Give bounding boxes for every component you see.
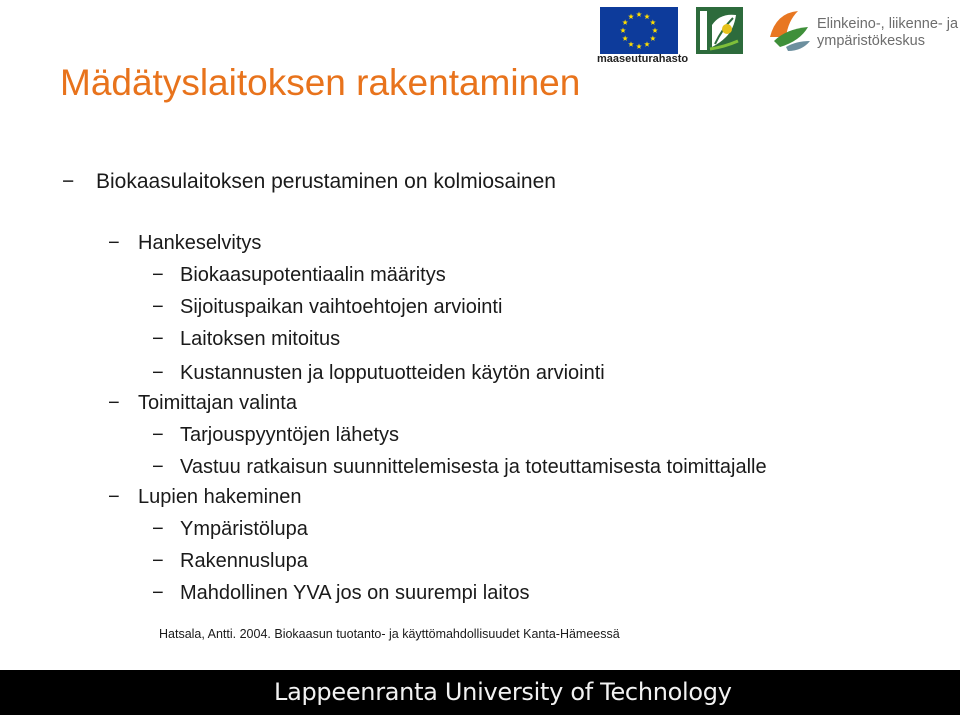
eu-flag-icon xyxy=(600,7,678,54)
eu-star-icon xyxy=(628,41,634,46)
leader-logo xyxy=(696,7,743,54)
eu-star-icon xyxy=(628,14,634,19)
eu-star-icon xyxy=(622,36,628,41)
bullet-text: Ympäristölupa xyxy=(180,518,308,540)
bullet-text: Sijoituspaikan vaihtoehtojen arviointi xyxy=(180,296,503,318)
leader-emblem-icon xyxy=(696,7,743,54)
eu-rural-fund-logo xyxy=(597,7,689,65)
citation: Hatsala, Antti. 2004. Biokaasun tuotanto- ja käyttömahdollisuudet Kanta-Hämeessä xyxy=(159,627,620,641)
bullet-dash-icon: − xyxy=(152,456,164,478)
footer-university-name: Lappeenranta University of Technology xyxy=(274,678,732,706)
bullet-text: Tarjouspyyntöjen lähetys xyxy=(180,424,400,446)
bullet-text: Kustannusten ja lopputuotteiden käytön arviointi xyxy=(180,362,605,384)
bullet-dash-icon: − xyxy=(108,232,120,254)
bullet-dash-icon: − xyxy=(152,518,164,540)
bullet-dash-icon: − xyxy=(152,550,164,572)
bullet-dash-icon: − xyxy=(152,264,164,286)
bullet-text: Vastuu ratkaisun suunnittelemisesta ja toteuttamisesta toimittajalle xyxy=(180,456,767,478)
ely-centre-logo xyxy=(760,5,960,57)
bullet-text: Rakennuslupa xyxy=(180,550,308,572)
bullet-text: Biokaasupotentiaalin määritys xyxy=(180,264,446,286)
footer-bar xyxy=(0,670,960,715)
bullet-dash-icon: − xyxy=(152,362,164,384)
eu-stars-icon xyxy=(600,7,678,54)
bullet-dash-icon: − xyxy=(108,486,120,508)
eu-star-icon xyxy=(644,14,650,19)
bullet-dash-icon: − xyxy=(62,170,75,193)
eu-star-icon xyxy=(650,36,656,41)
bullet-text: Mahdollinen YVA jos on suurempi laitos xyxy=(180,582,530,604)
eu-star-icon xyxy=(622,20,628,25)
ely-logo-line2: ympäristökeskus xyxy=(817,33,925,49)
slide-title: Mädätyslaitoksen rakentaminen xyxy=(60,62,581,103)
ely-emblem-icon xyxy=(766,7,812,53)
ely-logo-line1: Elinkeino-, liikenne- ja xyxy=(817,16,959,32)
bullet-text: Hankeselvitys xyxy=(138,232,262,254)
eu-star-icon xyxy=(636,44,642,49)
eu-star-icon xyxy=(644,41,650,46)
eu-logo-caption: maaseuturahasto xyxy=(597,53,689,65)
ely-logo-text xyxy=(817,16,958,50)
bullet-text: Lupien hakeminen xyxy=(138,486,302,508)
bullet-text: Laitoksen mitoitus xyxy=(180,328,341,350)
eu-star-icon xyxy=(650,20,656,25)
bullet-text: Biokaasulaitoksen perustaminen on kolmiosainen xyxy=(96,170,556,193)
eu-star-icon xyxy=(636,12,642,17)
bullet-dash-icon: − xyxy=(152,582,164,604)
bullet-dash-icon: − xyxy=(152,424,164,446)
bullet-dash-icon: − xyxy=(152,328,164,350)
bullet-dash-icon: − xyxy=(152,296,164,318)
eu-star-icon xyxy=(620,28,626,33)
eu-star-icon xyxy=(652,28,658,33)
bullet-dash-icon: − xyxy=(108,392,120,414)
bullet-text: Toimittajan valinta xyxy=(138,392,297,414)
